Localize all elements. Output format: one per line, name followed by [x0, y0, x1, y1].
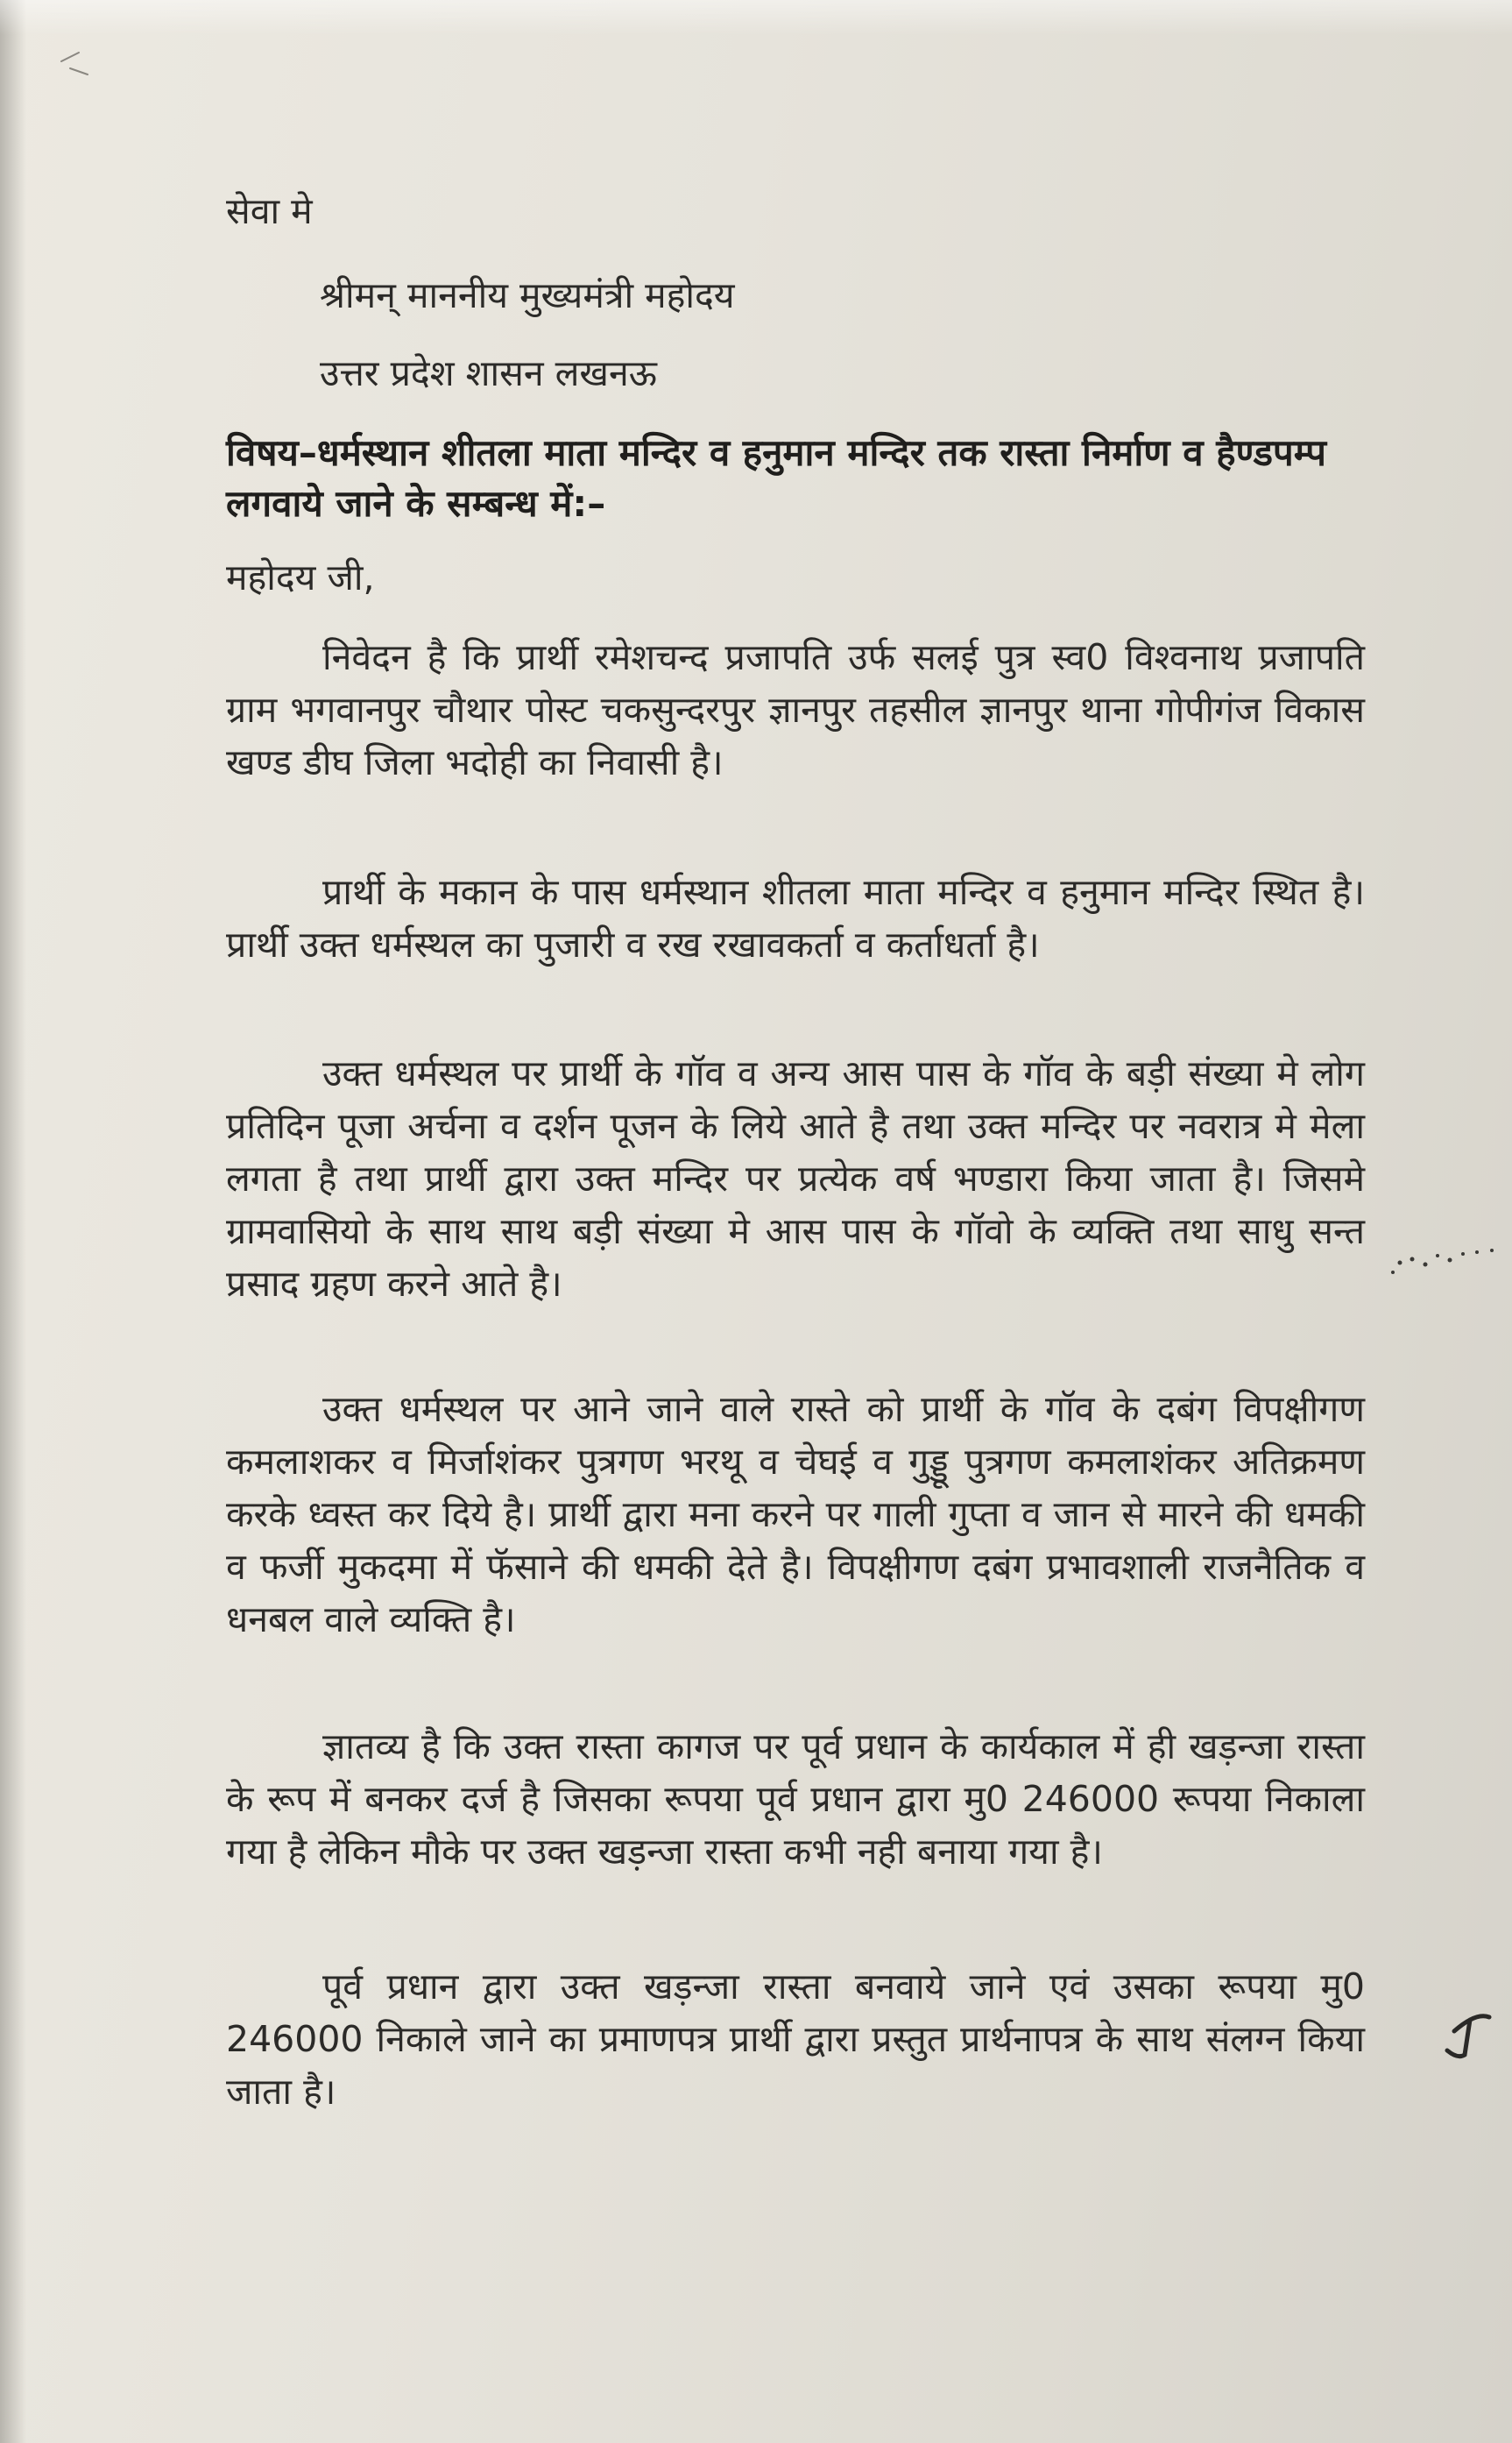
dotted-pen-mark [1391, 1249, 1494, 1274]
greeting: महोदय जी, [226, 556, 375, 598]
paragraph-1: निवेदन है कि प्रार्थी रमेशचन्द प्रजापति उर्फ सलई पुत्र स्व0 विश्वनाथ प्रजापति ग्राम भगवानपुर चौथार पोस्ट चकसुन्दरपुर ज्ञानपुर तहसील ज्ञानपुर थाना गोपीगंज विकास खण्ड डीघ जिला भदोही का निवासी है। [226, 636, 1365, 783]
page-top-highlight [0, 0, 1512, 35]
paragraph-4: उक्त धर्मस्थल पर आने जाने वाले रास्ते को प्रार्थी के गॉव के दबंग विपक्षीगण कमलाशकर व मिर्जाशंकर पुत्रगण भरथू व चेघई व गुड्डू पुत्रगण कमलाशंकर अतिक्रमण करके ध्वस्त कर दिये है। प्रार्थी द्वारा मना करने पर गाली गुप्ता व जान से मारने की धमकी व फर्जी मुकदमा में फॅसाने की धमकी देते है। विपक्षीगण दबंग प्रभावशाली राजनैतिक व धनबल वाले व्यक्ति है। [226, 1388, 1365, 1640]
margin-pen-stroke [1447, 2016, 1489, 2057]
paragraph-3: उक्त धर्मस्थल पर प्रार्थी के गॉव व अन्य आस पास के गॉव के बड़ी संख्या मे लोग प्रतिदिन पूजा अर्चना व दर्शन पूजन के लिये आते है तथा उक्त मन्दिर पर नवरात्र मे मेला लगता है तथा प्रार्थी द्वारा उक्त मन्दिर पर प्रत्येक वर्ष भण्डारा किया जाता है। जिसमे ग्रामवासियो के साथ साथ बड़ी संख्या मे आस पास के गॉवो के व्यक्ति तथा साधु सन्त प्रसाद ग्रहण करने आते है। [226, 1052, 1365, 1305]
recipient-line-1: श्रीमन् माननीय मुख्यमंत्री महोदय [320, 274, 735, 316]
recipient-line-2: उत्तर प्रदेश शासन लखनऊ [320, 352, 657, 394]
salutation: सेवा मे [226, 190, 313, 232]
page-edge-shadow [0, 0, 26, 2443]
top-left-scribble [61, 53, 88, 74]
subject-line: विषय–धर्मस्थान शीतला माता मन्दिर व हनुमान मन्दिर तक रास्ता निर्माण व हैण्डपम्प लगवाये जाने के सम्बन्ध में:– [226, 431, 1327, 525]
paragraph-5: ज्ञातव्य है कि उक्त रास्ता कागज पर पूर्व प्रधान के कार्यकाल में ही खड़न्जा रास्ता के रूप में बनकर दर्ज है जिसका रूपया पूर्व प्रधान द्वारा मु0 246000 रूपया निकाला गया है लेकिन मौके पर उक्त खड़न्जा रास्ता कभी नही बनाया गया है। [226, 1725, 1365, 1873]
paragraph-2: प्रार्थी के मकान के पास धर्मस्थान शीतला माता मन्दिर व हनुमान मन्दिर स्थित है। प्रार्थी उक्त धर्मस्थल का पुजारी व रख रखावकर्ता व कर्ताधर्ता है। [226, 871, 1365, 966]
paragraph-6: पूर्व प्रधान द्वारा उक्त खड़न्जा रास्ता बनवाये जाने एवं उसका रूपया मु0 246000 निकाले जाने का प्रमाणपत्र प्रार्थी द्वारा प्रस्तुत प्रार्थनापत्र के साथ संलग्न किया जाता है। [226, 1965, 1365, 2113]
